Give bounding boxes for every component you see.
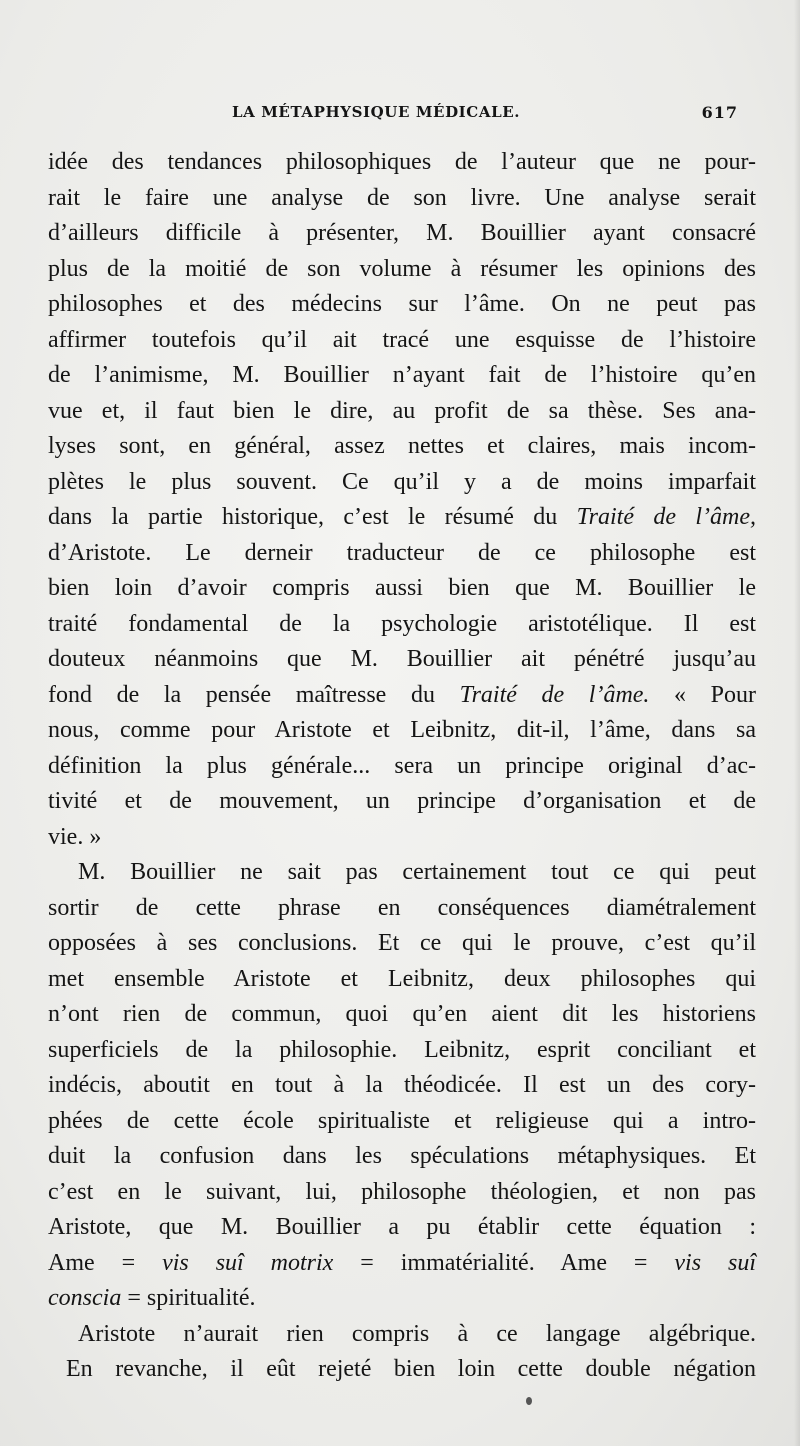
text-line — [48, 252, 756, 288]
text-line — [48, 1068, 756, 1104]
body-text — [48, 145, 756, 1388]
text-line — [48, 713, 756, 749]
text-line — [48, 1317, 756, 1353]
text-segment: c’est en le suivant, lui, philosophe théologien, et non pas — [48, 1178, 756, 1205]
text-segment: = immatérialité. Ame = — [333, 1249, 675, 1276]
text-segment: de l’animisme, M. Bouillier n’ayant fait de l’histoire qu’en — [48, 362, 756, 388]
text-line — [48, 1175, 756, 1211]
printer-mark — [526, 1397, 532, 1405]
text-segment: sortir de cette phrase en conséquences diamétralement — [48, 894, 756, 921]
text-segment: met ensemble Aristote et Leibnitz, deux philosophes qui — [48, 965, 756, 992]
italic-text: vis suî — [674, 1249, 757, 1276]
text-segment: opposées à ses conclusions. Et ce qui le prouve, c’est qu’il — [48, 930, 756, 956]
text-line — [48, 1104, 756, 1140]
text-line — [48, 500, 756, 536]
text-line — [48, 784, 756, 820]
text-line — [48, 1210, 756, 1246]
text-segment: dans la partie historique, c’est le résumé du — [48, 504, 577, 530]
text-segment: idée des tendances philosophiques de l’auteur que ne pour- — [48, 149, 756, 175]
text-line — [48, 1281, 756, 1317]
text-segment: Aristote n’aurait rien compris à ce langage algébrique. — [78, 1320, 756, 1347]
text-segment: définition la plus générale... sera un principe original d’ac- — [48, 752, 756, 779]
text-line — [48, 465, 756, 501]
text-segment: fond de la pensée maîtresse du — [48, 681, 460, 708]
text-segment: rait le faire une analyse de son livre. Une analyse serait — [48, 184, 756, 211]
page-edge-shadow — [794, 0, 800, 1446]
text-segment: Ame = — [48, 1249, 163, 1276]
text-line — [48, 607, 756, 643]
text-segment: = spiritualité. — [121, 1285, 256, 1311]
text-segment: d’Aristote. Le derneir traducteur de ce philosophe est — [48, 539, 756, 566]
text-line — [48, 323, 756, 359]
text-line — [48, 429, 756, 465]
text-line — [48, 678, 756, 714]
text-segment: d’ailleurs difficile à présenter, M. Bouillier ayant consacré — [48, 220, 756, 246]
text-line — [48, 287, 756, 323]
italic-text: Traité de l’âme. — [459, 681, 650, 708]
italic-text: Traité de l’âme, — [576, 504, 756, 530]
italic-text: conscia — [48, 1285, 122, 1311]
text-line — [48, 926, 756, 962]
text-line — [48, 536, 756, 572]
text-segment: douteux néanmoins que M. Bouillier ait pénétré jusqu’au — [48, 646, 756, 672]
text-segment: phées de cette école spiritualiste et religieuse qui a intro- — [48, 1107, 756, 1134]
text-line — [48, 820, 756, 856]
text-line — [48, 394, 756, 430]
text-segment: superficiels de la philosophie. Leibnitz, esprit conciliant et — [48, 1036, 756, 1063]
text-segment: M. Bouillier ne sait pas certainement tout ce qui peut — [78, 859, 756, 885]
text-line — [48, 1139, 756, 1175]
text-segment: En revanche, il eût rejeté bien loin cette double négation — [66, 1356, 756, 1382]
text-line — [48, 962, 756, 998]
text-segment: n’ont rien de commun, quoi qu’en aient dit les historiens — [48, 1001, 756, 1027]
text-line — [48, 642, 756, 678]
text-segment: duit la confusion dans les spéculations métaphysiques. Et — [48, 1143, 756, 1169]
text-segment: plètes le plus souvent. Ce qu’il y a de moins imparfait — [48, 468, 756, 495]
text-line — [48, 749, 756, 785]
text-line — [48, 358, 756, 394]
text-line — [48, 1033, 756, 1069]
text-segment: bien loin d’avoir compris aussi bien que M. Bouillier le — [48, 575, 756, 601]
text-line — [48, 855, 756, 891]
running-header — [48, 103, 738, 133]
text-line — [48, 145, 756, 181]
text-segment: traité fondamental de la psychologie aristotélique. Il est — [48, 610, 756, 637]
text-line — [48, 181, 756, 217]
text-segment: affirmer toutefois qu’il ait tracé une esquisse de l’histoire — [48, 326, 756, 353]
text-segment: nous, comme pour Aristote et Leibnitz, dit-il, l’âme, dans sa — [48, 717, 756, 743]
running-title: LA MÉTAPHYSIQUE MÉDICALE. — [232, 103, 521, 121]
italic-text: vis suî motrix — [162, 1249, 334, 1276]
text-segment: plus de la moitié de son volume à résumer les opinions des — [48, 255, 756, 282]
text-line — [48, 891, 756, 927]
text-segment: indécis, aboutit en tout à la théodicée. Il est un des cory- — [48, 1072, 756, 1098]
text-segment: philosophes et des médecins sur l’âme. On ne peut pas — [48, 291, 756, 317]
text-segment: « Pour — [649, 681, 756, 708]
text-line — [48, 1246, 756, 1282]
page-number: 617 — [701, 103, 738, 122]
text-line — [48, 216, 756, 252]
text-segment: lyses sont, en général, assez nettes et claires, mais incom- — [48, 433, 756, 459]
text-line — [48, 571, 756, 607]
text-line — [48, 997, 756, 1033]
text-line — [48, 1352, 756, 1388]
text-segment: tivité et de mouvement, un principe d’organisation et de — [48, 788, 756, 814]
text-segment: Aristote, que M. Bouillier a pu établir cette équation : — [48, 1214, 756, 1240]
text-segment: vie. » — [48, 823, 102, 850]
text-segment: vue et, il faut bien le dire, au profit de sa thèse. Ses ana- — [48, 397, 756, 424]
